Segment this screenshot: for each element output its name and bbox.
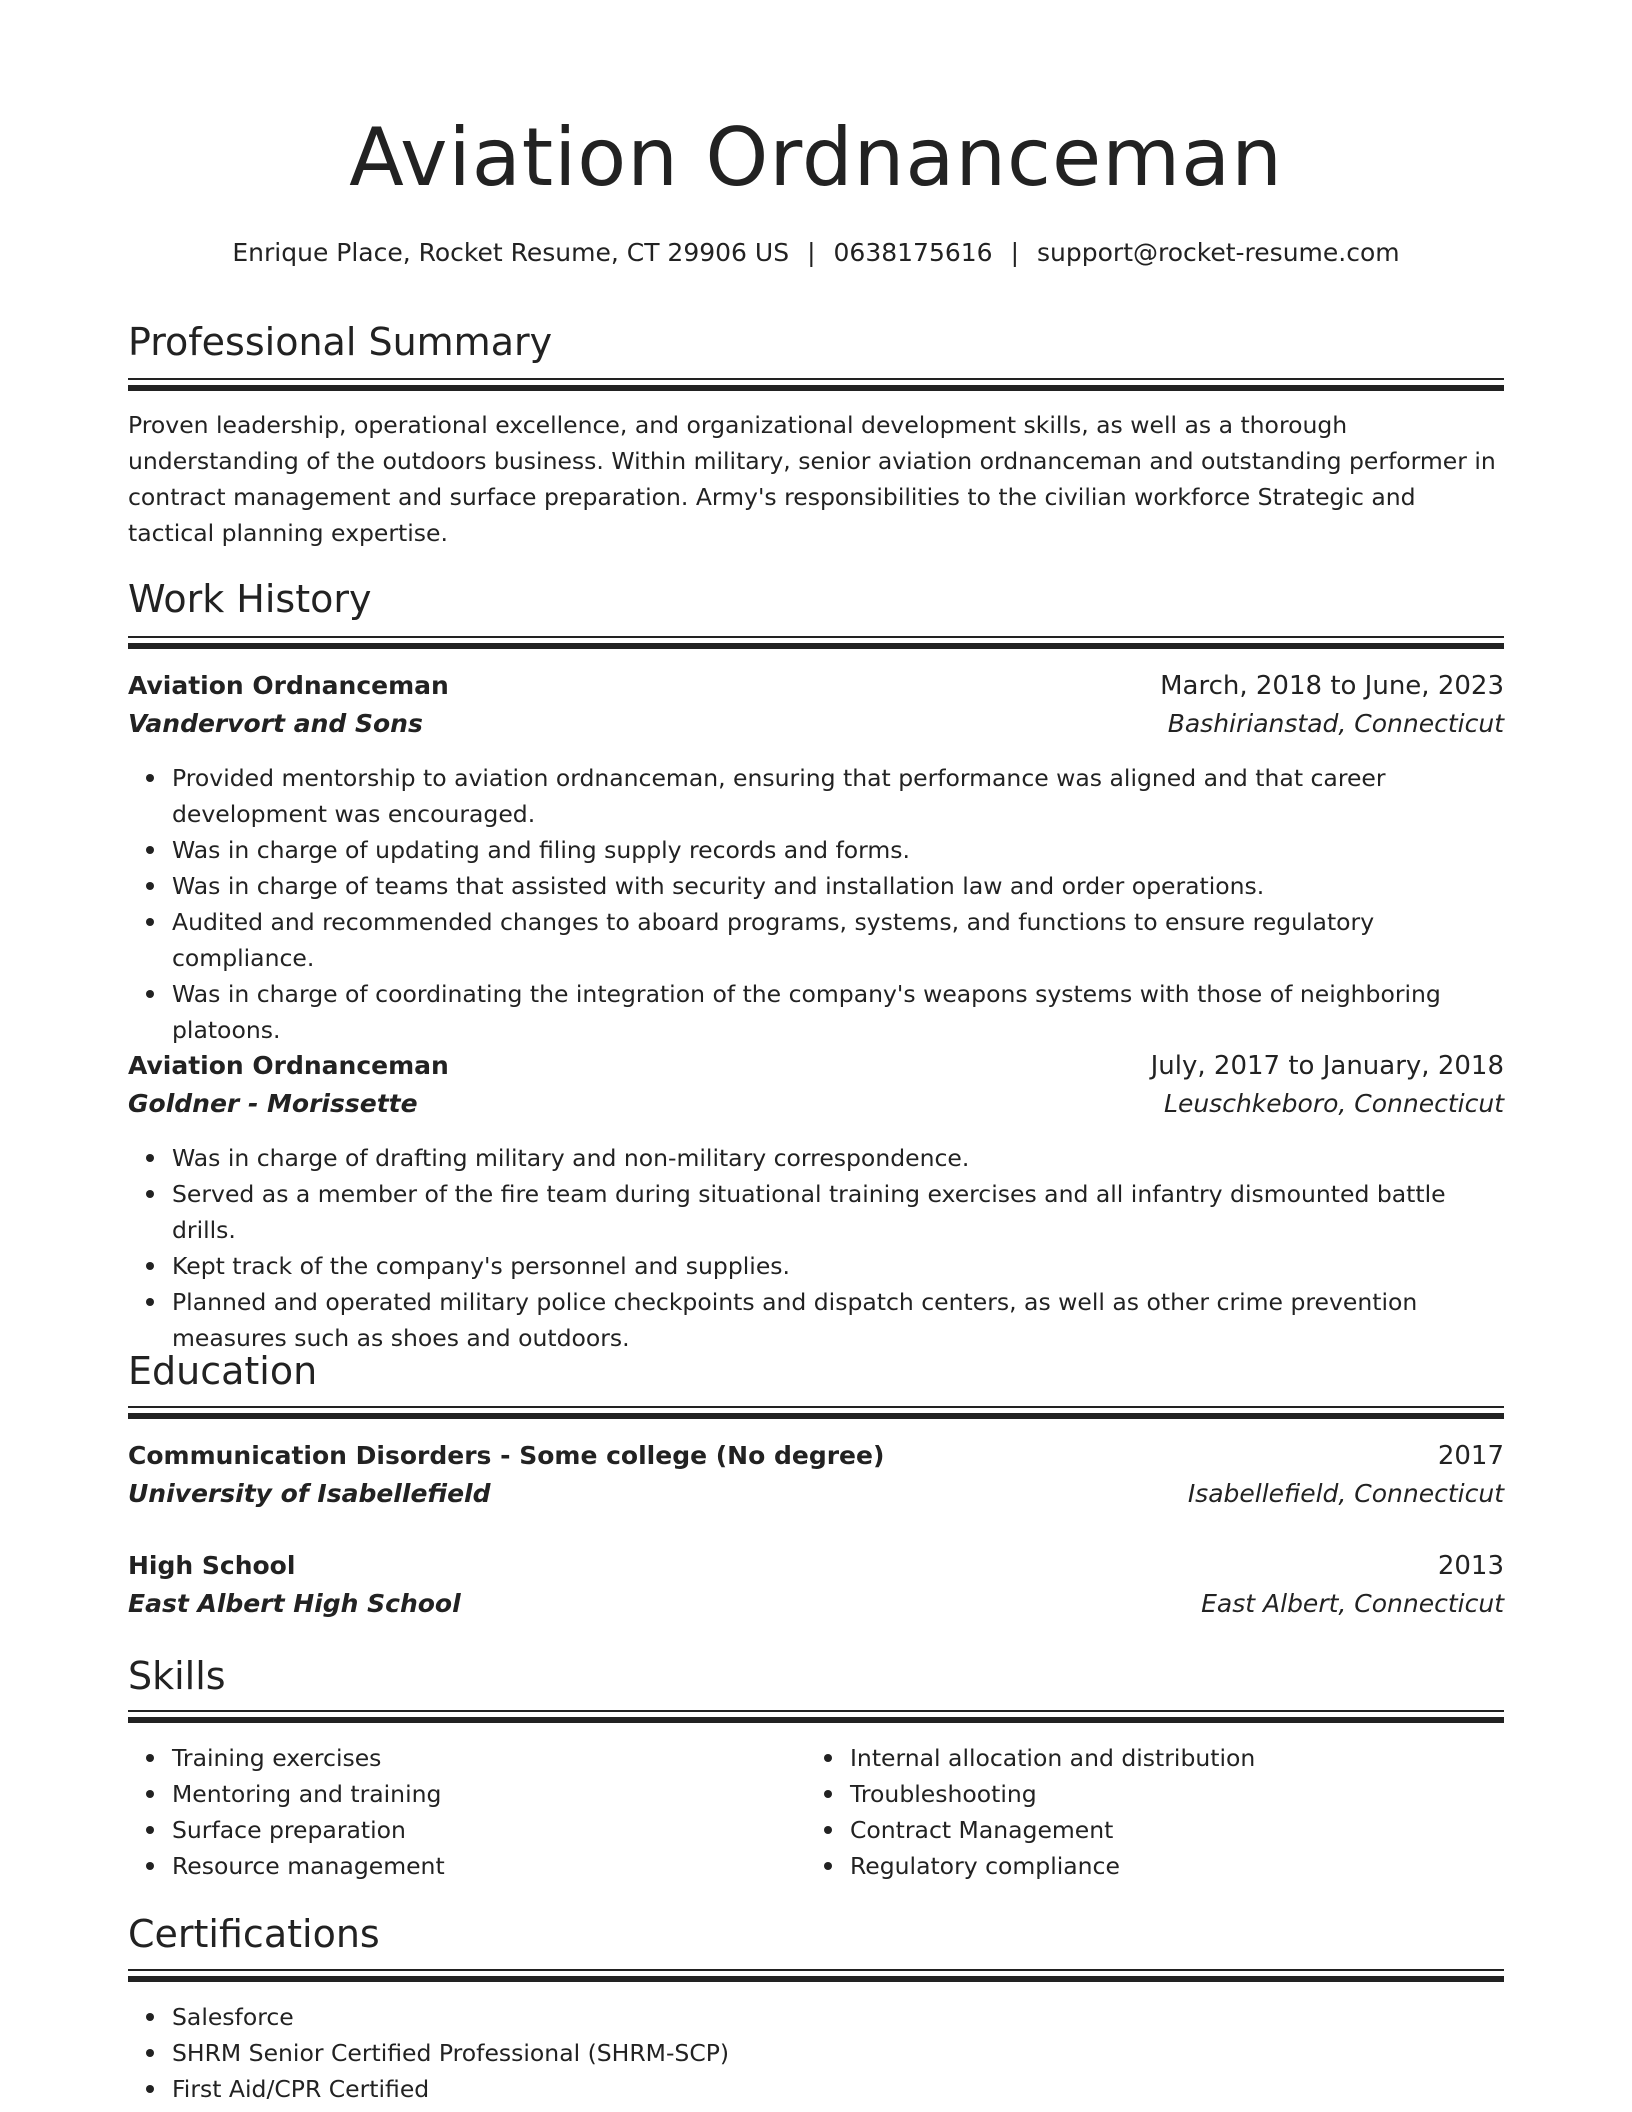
education-degree: Communication Disorders - Some college (No degree) [128,1441,885,1470]
job-location: Leuschkeboro, Connecticut [1164,1089,1504,1118]
skills-list-left [128,1740,808,1884]
contact-separator: | [1010,238,1020,267]
section-divider [128,1406,1504,1418]
education-school: University of Isabellefield [128,1479,491,1508]
job-dates: July, 2017 to January, 2018 [1150,1051,1504,1081]
contact-separator: | [807,238,816,267]
education-school: East Albert High School [128,1589,461,1618]
education-year: 2013 [1437,1551,1504,1581]
job-duties-list [128,1140,1504,1356]
list-item: Training exercises [172,1740,808,1776]
list-item: Was in charge of teams that assisted with security and installation law and order operations. [172,868,1504,904]
list-item: First Aid/CPR Certified [172,2071,1504,2107]
section-divider [128,1710,1504,1722]
job-dates: March, 2018 to June, 2023 [1160,671,1504,701]
section-divider [128,378,1504,390]
list-item: Contract Management [850,1812,1504,1848]
education-school-row [128,1478,1504,1510]
section-divider [128,1969,1504,1981]
contact-address: Enrique Place, Rocket Resume, CT 29906 US [232,238,790,267]
list-item: Mentoring and training [172,1776,808,1812]
list-item: Regulatory compliance [850,1848,1504,1884]
candidate-name: Aviation Ordnanceman [349,111,1283,204]
section-heading-work-history: Work History [128,577,372,621]
education-degree-row [128,1440,1504,1472]
section-heading-summary: Professional Summary [128,320,553,364]
section-heading-skills: Skills [128,1654,226,1698]
education-location: East Albert, Connecticut [1201,1589,1504,1618]
skills-list-right [806,1740,1504,1884]
list-item: Resource management [172,1848,808,1884]
list-item: Provided mentorship to aviation ordnanceman, ensuring that performance was aligned and that career development was encouraged. [172,760,1504,832]
education-school-row [128,1588,1504,1620]
education-degree-row [128,1550,1504,1582]
education-year: 2017 [1437,1441,1504,1471]
job-company-row [128,1088,1504,1120]
job-title-row [128,670,1504,702]
contact-phone: 0638175616 [833,238,993,267]
section-divider [128,636,1504,648]
job-title-row [128,1050,1504,1082]
education-location: Isabellefield, Connecticut [1187,1479,1504,1508]
list-item: Audited and recommended changes to aboard programs, systems, and functions to ensure regulatory compliance. [172,904,1504,976]
list-item: Salesforce [172,1999,1504,2035]
list-item: Was in charge of updating and filing supply records and forms. [172,832,1504,868]
job-location: Bashirianstad, Connecticut [1167,709,1504,738]
list-item: Internal allocation and distribution [850,1740,1504,1776]
job-title: Aviation Ordnanceman [128,671,449,700]
contact-email: support@rocket-resume.com [1037,238,1400,267]
list-item: SHRM Senior Certified Professional (SHRM-SCP) [172,2035,1504,2071]
job-company-row [128,708,1504,740]
certifications-list [128,1999,1504,2107]
contact-line [128,240,1504,265]
list-item: Was in charge of drafting military and non-military correspondence. [172,1140,1504,1176]
list-item: Was in charge of coordinating the integration of the company's weapons systems with those of neighboring platoons. [172,976,1504,1048]
job-company: Goldner - Morissette [128,1089,418,1118]
summary-text: Proven leadership, operational excellence, and organizational development skills, as well as a thorough understanding of the outdoors business. Within military, senior aviation ordnanceman and outstanding performer in contract management and surface preparation. Army's responsibilities to the civilian workforce Strategic and tactical planning expertise. [128,411,1496,547]
list-item: Planned and operated military police checkpoints and dispatch centers, as well as other crime prevention measures such as shoes and outdoors. [172,1284,1504,1356]
job-title: Aviation Ordnanceman [128,1051,449,1080]
job-company: Vandervort and Sons [128,709,423,738]
section-heading-education: Education [128,1349,318,1393]
list-item: Troubleshooting [850,1776,1504,1812]
job-duties-list [128,760,1504,1048]
section-heading-certifications: Certifications [128,1912,380,1956]
list-item: Surface preparation [172,1812,808,1848]
education-degree: High School [128,1551,296,1580]
list-item: Kept track of the company's personnel and supplies. [172,1248,1504,1284]
list-item: Served as a member of the fire team during situational training exercises and all infantry dismounted battle drills. [172,1176,1504,1248]
